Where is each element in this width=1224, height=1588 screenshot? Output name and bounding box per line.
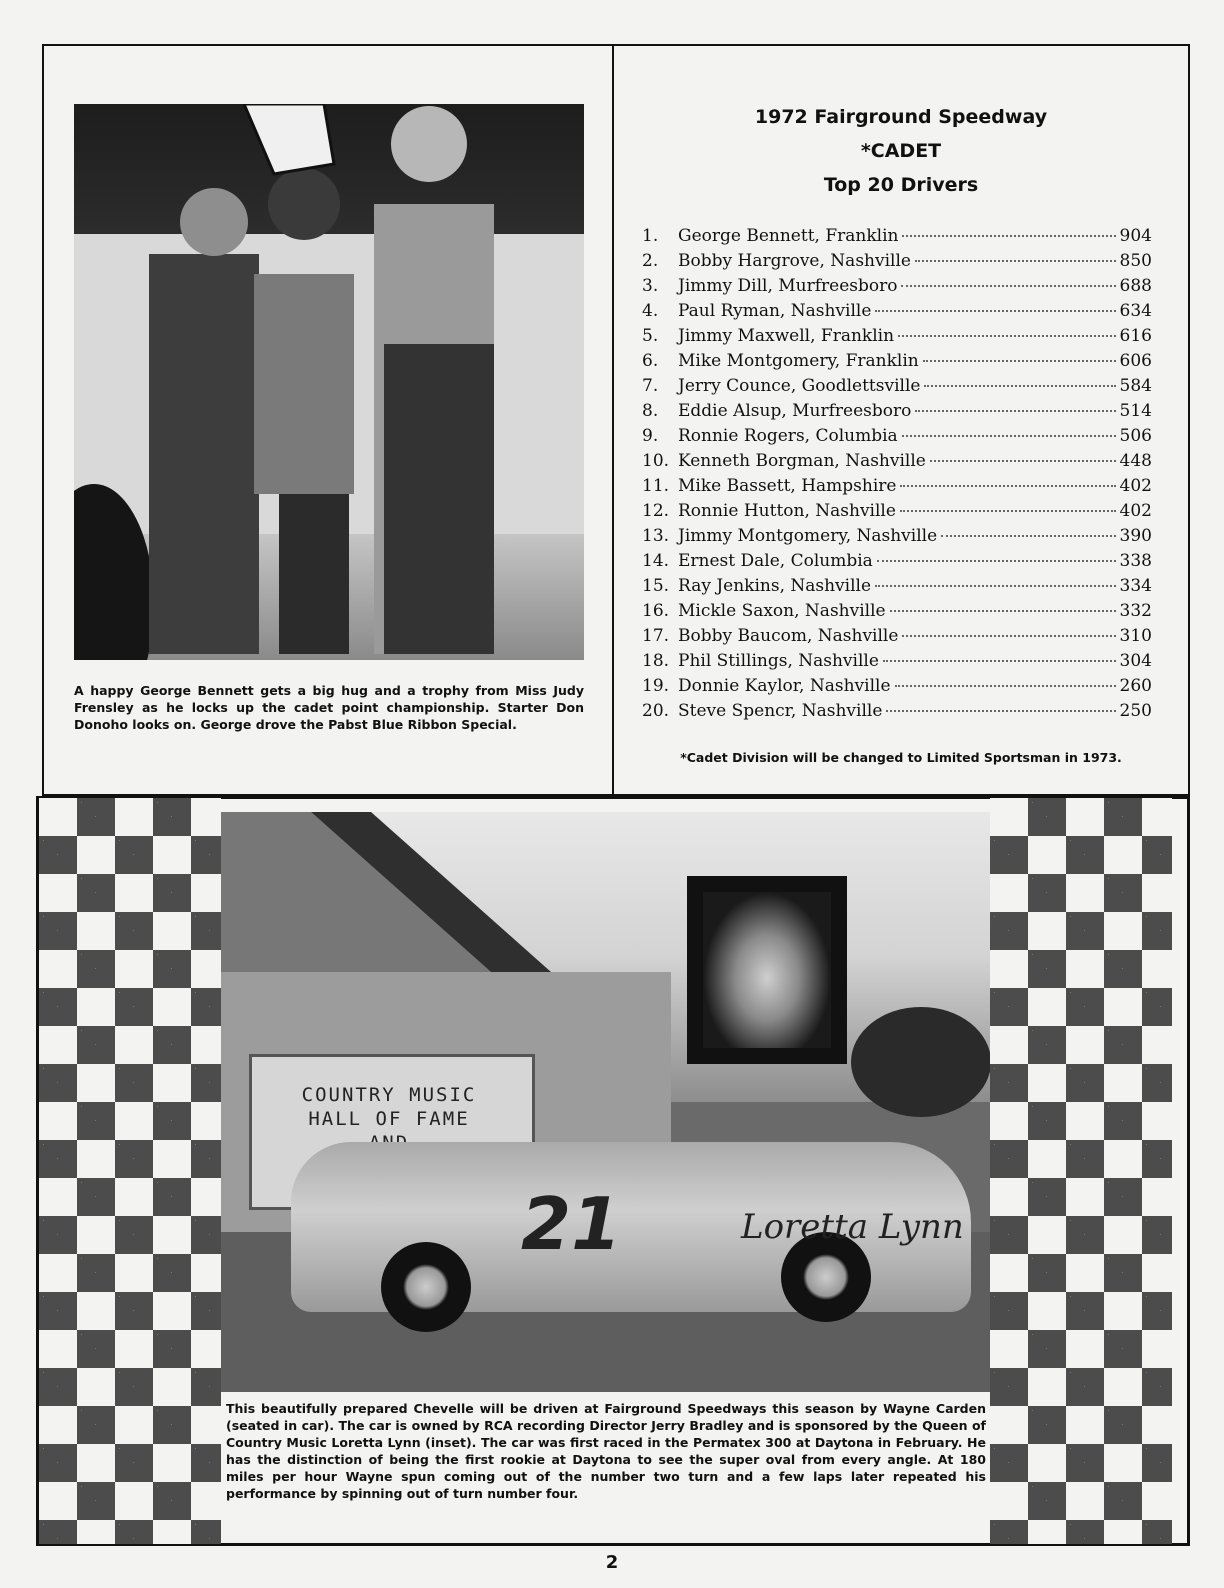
driver-row [642, 501, 1152, 526]
driver-points: 850 [1119, 251, 1152, 271]
driver-points: 402 [1119, 501, 1152, 521]
driver-points: 390 [1119, 526, 1152, 546]
driver-points: 584 [1119, 376, 1152, 396]
sign-line: HALL OF FAME [308, 1108, 470, 1130]
driver-row [642, 526, 1152, 551]
driver-name: Donnie Kaylor, Nashville [678, 676, 891, 696]
driver-rank: 16. [642, 601, 670, 621]
driver-points: 904 [1119, 226, 1152, 246]
driver-name: Phil Stillings, Nashville [678, 651, 879, 671]
driver-points: 402 [1119, 476, 1152, 496]
driver-name: Ernest Dale, Columbia [678, 551, 873, 571]
driver-row [642, 451, 1152, 476]
driver-points: 310 [1119, 626, 1152, 646]
dot-leader [924, 385, 1116, 387]
driver-rank: 14. [642, 551, 670, 571]
chevelle-photo [221, 812, 990, 1392]
driver-name: Bobby Hargrove, Nashville [678, 251, 911, 271]
driver-row [642, 701, 1152, 726]
dot-leader [915, 410, 1116, 412]
driver-name: Ronnie Rogers, Columbia [678, 426, 898, 446]
front-wheel [381, 1242, 471, 1332]
dot-leader [923, 360, 1116, 362]
driver-name: Kenneth Borgman, Nashville [678, 451, 926, 471]
driver-rank: 9. [642, 426, 659, 446]
dot-leader [900, 485, 1116, 487]
driver-rank: 6. [642, 351, 659, 371]
driver-points: 448 [1119, 451, 1152, 471]
driver-points: 332 [1119, 601, 1152, 621]
driver-rank: 15. [642, 576, 670, 596]
standings-subtitle: Top 20 Drivers [823, 174, 979, 196]
driver-points: 338 [1119, 551, 1152, 571]
driver-row [642, 301, 1152, 326]
driver-rank: 13. [642, 526, 670, 546]
driver-points: 606 [1119, 351, 1152, 371]
driver-rank: 10. [642, 451, 670, 471]
checkered-border-left [39, 798, 221, 1544]
driver-rank: 17. [642, 626, 670, 646]
dot-leader [902, 635, 1116, 637]
driver-points: 334 [1119, 576, 1152, 596]
dot-leader [877, 560, 1116, 562]
trophy-photo [74, 104, 584, 660]
driver-name: Mike Montgomery, Franklin [678, 351, 919, 371]
driver-rank: 2. [642, 251, 659, 271]
driver-points: 260 [1119, 676, 1152, 696]
driver-rank: 8. [642, 401, 659, 421]
driver-rank: 4. [642, 301, 659, 321]
driver-name: Steve Spencr, Nashville [678, 701, 883, 721]
driver-rank: 20. [642, 701, 670, 721]
driver-rank: 12. [642, 501, 670, 521]
dot-leader [890, 610, 1116, 612]
driver-name: Eddie Alsup, Murfreesboro [678, 401, 912, 421]
driver-name: Bobby Baucom, Nashville [678, 626, 899, 646]
dot-leader [875, 310, 1116, 312]
driver-rank: 7. [642, 376, 659, 396]
driver-name: Mike Bassett, Hampshire [678, 476, 897, 496]
driver-row [642, 351, 1152, 376]
driver-name: Ray Jenkins, Nashville [678, 576, 872, 596]
loretta-lynn-inset [687, 876, 847, 1064]
driver-row [642, 376, 1152, 401]
driver-points: 304 [1119, 651, 1152, 671]
driver-name: Paul Ryman, Nashville [678, 301, 872, 321]
driver-rank: 11. [642, 476, 670, 496]
driver-name: Jimmy Montgomery, Nashville [678, 526, 938, 546]
driver-rank: 1. [642, 226, 659, 246]
driver-row [642, 226, 1152, 251]
driver-row [642, 676, 1152, 701]
dot-leader [898, 335, 1116, 337]
standings-title: 1972 Fairground Speedway [754, 106, 1048, 128]
driver-row [642, 576, 1152, 601]
driver-row [642, 476, 1152, 501]
dot-leader [930, 460, 1116, 462]
driver-points: 616 [1119, 326, 1152, 346]
driver-rank: 3. [642, 276, 659, 296]
dot-leader [941, 535, 1116, 537]
driver-name: Jimmy Dill, Murfreesboro [678, 276, 898, 296]
dot-leader [883, 660, 1116, 662]
driver-row [642, 626, 1152, 651]
car-sponsor-script: Loretta Lynn [741, 1207, 964, 1247]
driver-rank: 19. [642, 676, 670, 696]
driver-row [642, 401, 1152, 426]
driver-row [642, 251, 1152, 276]
driver-points: 506 [1119, 426, 1152, 446]
driver-points: 688 [1119, 276, 1152, 296]
checkered-border-right [990, 798, 1172, 1544]
checkered-flag-figure [74, 104, 584, 660]
driver-name: Ronnie Hutton, Nashville [678, 501, 896, 521]
driver-name: Jimmy Maxwell, Franklin [678, 326, 895, 346]
dot-leader [875, 585, 1116, 587]
dot-leader [895, 685, 1117, 687]
trophy-caption: A happy George Bennett gets a big hug and a trophy from Miss Judy Frensley as he locks up the cadet point championship. Starter Don Donoho looks on. George drove the Pabst Blue Ribbon Special. [74, 683, 584, 732]
drivers-list [642, 226, 1152, 726]
dot-leader [915, 260, 1116, 262]
page-number: 2 [605, 1552, 619, 1573]
dot-leader [902, 435, 1116, 437]
chevelle-caption: This beautifully prepared Chevelle will be driven at Fairground Speedways this season by Wayne Carden (seated in car). The car is owned by RCA recording Director Jerry Bradley and is sponsored by the Queen of Country Music Loretta Lynn (inset). The car was first raced in the Permatex 300 at Daytona in February. He has the distinction of being the first rookie at Daytona to see the super oval from every angle. At 180 miles per hour Wayne spun coming out of the number two turn and a few laps later repeated his performance by spinning out of turn number four. [226, 1401, 986, 1501]
sign-line: COUNTRY MUSIC [301, 1084, 477, 1106]
driver-points: 514 [1119, 401, 1152, 421]
driver-points: 634 [1119, 301, 1152, 321]
driver-row [642, 276, 1152, 301]
driver-name: Jerry Counce, Goodlettsville [678, 376, 921, 396]
dot-leader [900, 510, 1116, 512]
driver-row [642, 326, 1152, 351]
driver-name: George Bennett, Franklin [678, 226, 899, 246]
driver-row [642, 601, 1152, 626]
dot-leader [901, 285, 1116, 287]
driver-row [642, 426, 1152, 451]
car-number: 21 [521, 1182, 622, 1266]
driver-row [642, 551, 1152, 576]
driver-name: Mickle Saxon, Nashville [678, 601, 886, 621]
dot-leader [902, 235, 1116, 237]
driver-row [642, 651, 1152, 676]
driver-rank: 5. [642, 326, 659, 346]
division-footnote: *Cadet Division will be changed to Limited Sportsman in 1973. [680, 750, 1122, 765]
dot-leader [886, 710, 1116, 712]
driver-points: 250 [1119, 701, 1152, 721]
driver-rank: 18. [642, 651, 670, 671]
standings-division: *CADET [860, 140, 942, 162]
